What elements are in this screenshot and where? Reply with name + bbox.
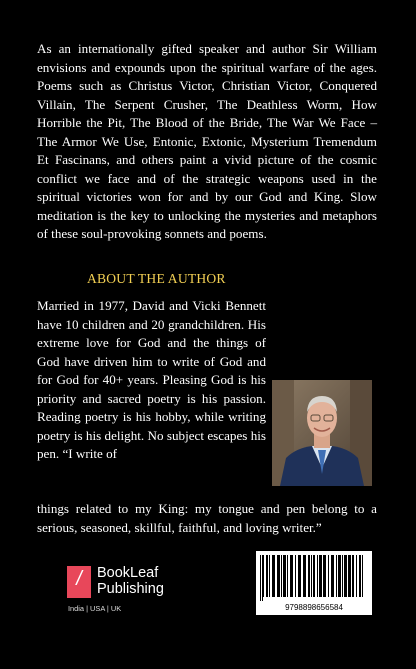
publisher-logo-glyph: /: [76, 568, 82, 590]
barcode-bar: [317, 555, 318, 597]
barcode-bar: [356, 555, 357, 597]
barcode-bar: [308, 555, 310, 597]
barcode-bar: [283, 555, 286, 597]
barcode-bar: [342, 555, 343, 597]
barcode-bar: [336, 555, 337, 597]
barcode-bar: [331, 555, 334, 597]
publisher-logo-icon: [67, 566, 91, 598]
barcode-bar: [344, 555, 347, 597]
barcode-bar: [290, 555, 293, 597]
publisher-logo: [67, 566, 177, 614]
barcode-bar: [323, 555, 326, 597]
barcode-bar: [266, 555, 268, 597]
author-photo: [272, 380, 372, 486]
barcode-bar: [362, 555, 363, 597]
publisher-regions: India | USA | UK: [68, 604, 122, 613]
barcode-bar: [287, 555, 288, 597]
author-bio: Married in 1977, David and Vicki Bennett have 10 children and 20 grandchildren. His extreme love for God and the things of God have driven him to write of God and for God for 40+ years. Pleasing God is his priority and sacred poetry is his passion. Reading poetry is his hobby, while writing poetry is his delight. No subject escapes his pen. “I write of: [37, 298, 266, 461]
barcode-bar: [313, 555, 315, 597]
publisher-name-line1: BookLeaf: [97, 565, 159, 581]
publisher-name: [97, 565, 164, 597]
barcode-guard-bar: [260, 555, 261, 601]
barcode-bar: [263, 555, 264, 597]
barcode-bar: [281, 555, 282, 597]
barcode-bar: [272, 555, 275, 597]
barcode-bar: [298, 555, 301, 597]
barcode-bar: [277, 555, 280, 597]
publisher-name-line2: Publishing: [97, 581, 164, 597]
barcode-bar: [303, 555, 306, 597]
barcode-bar: [328, 555, 329, 597]
about-author-heading: ABOUT THE AUTHOR: [87, 271, 226, 286]
isbn-barcode: [256, 551, 372, 615]
barcode-bar: [338, 555, 341, 597]
barcode-bar: [311, 555, 312, 597]
barcode-bars: [260, 555, 368, 601]
barcode-guard-bar: [262, 555, 263, 601]
barcode-bar: [269, 555, 270, 597]
barcode-bar: [295, 555, 296, 597]
author-bio-continued: things related to my King: my tongue and pen belong to a serious, seasoned, skillful, faithful, and loving writer.”: [37, 501, 377, 535]
barcode-bar: [352, 555, 354, 597]
isbn-number: 9798898656584: [285, 603, 343, 612]
barcode-bar: [348, 555, 351, 597]
barcode-bar: [319, 555, 322, 597]
barcode-bar: [359, 555, 361, 597]
book-blurb: As an internationally gifted speaker and author Sir William envisions and expounds upon the spiritual warfare of the ages. Poems such as Christus Victor, Christian Victor, Conquered Villain, The Serpent Crusher, The Deathless Worm, How Horrible the Pit, The Blood of the Bride, The War We Face – The Armor We Use, Entonic, Extonic, Mysterium Tremendum Et Fascinans, and others paint a vivid picture of the cosmic conflict we face and of the strategic weapons used in the spiritual victories won for and by our God and King. Slow meditation is the key to unlocking the mysteries and metaphors of these soul-provoking sonnets and poems.: [37, 41, 377, 241]
